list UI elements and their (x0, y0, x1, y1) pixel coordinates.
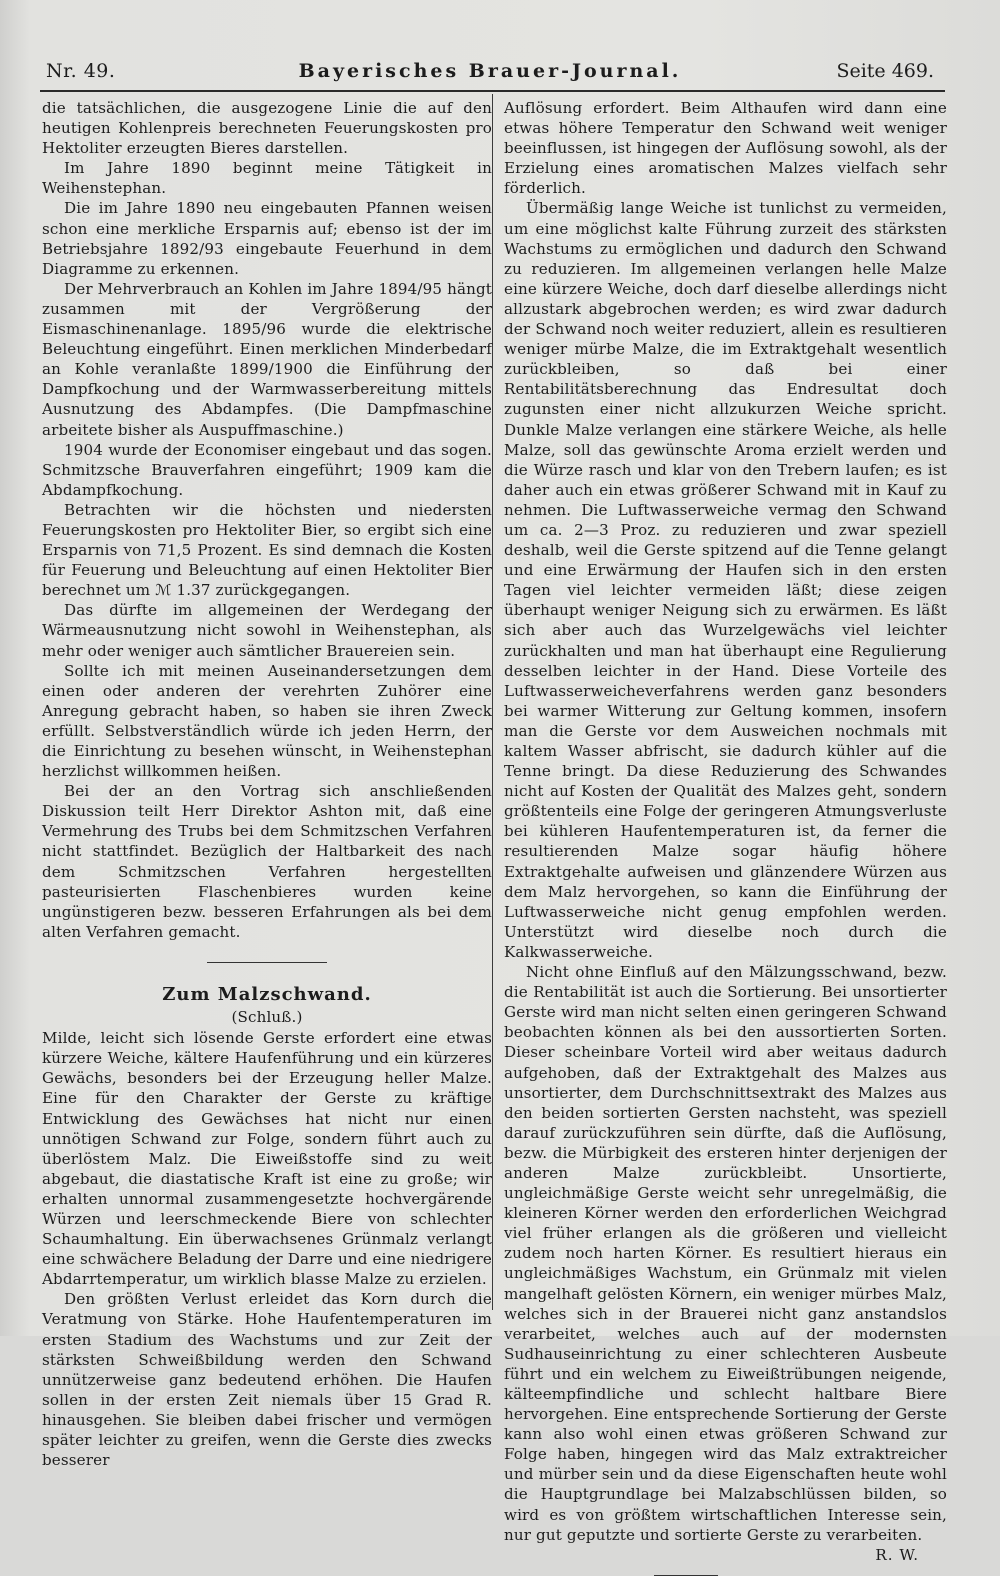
page-header (40, 58, 940, 88)
paragraph: Im Jahre 1890 beginnt meine Tätigkeit in Weihenstephan. (42, 159, 492, 198)
left-column (42, 98, 492, 1470)
right-column (504, 98, 947, 1576)
section-separator (207, 962, 327, 963)
paragraph: die tatsächlichen, die ausgezogene Linie die auf den heutigen Kohlenpreis berechneten Feuerungskosten pro Hektoliter erzeugten Bieres darstellen. (42, 99, 492, 158)
paragraph: 1904 wurde der Economiser eingebaut und das sogen. Schmitzsche Brauverfahren eingeführt; 1909 kam die Abdampfkochung. (42, 440, 492, 499)
paragraph: Auflösung erfordert. Beim Althaufen wird dann eine etwas höhere Temperatur den Schwand weit weniger beeinflussen, ist hingegen der Auflösung sowohl, als der Erzielung eines aromatischen Malzes vielfach sehr förderlich. (504, 99, 947, 198)
paragraph: Nicht ohne Einfluß auf den Mälzungsschwand, bezw. die Rentabilität ist auch die Sortierung. Bei unsortierter Gerste wird man nicht selten einen geringeren Schwand beobachten können als bei den aussortierten Sorten. Dieser scheinbare Vorteil wird aber weitaus dadurch aufgehoben, daß der Extraktgehalt des Malzes aus unsortierter, dem Durchschnittsextrakt des Malzes aus den beiden sortierten Gersten nachsteht, was speziell darauf zurückzuführen sein dürfte, daß die Auflösung, bezw. die Mürbigkeit des ersteren hinter derjenigen der anderen Malze zurückbleibt. Unsortierte, ungleichmäßige Gerste weicht sehr unregelmäßig, die kleineren Körner werden den erforderlichen Weichgrad viel früher erlangen als die größeren und vielleicht zudem noch harten Körner. Es resultiert hieraus ein ungleichmäßiges Wachstum, ein Grünmalz mit vielen mangelhaft gelösten Körnern, ein weniger mürbes Malz, welches sich in der Brauerei nicht ganz anstandslos verarbeitet, welches auch auf der modernsten Sudhauseinrichtung zu einer schlechteren Ausbeute führt und ein welchem zu Eiweißtrübungen neigende, kälteempfindliche und schlecht haltbare Biere hervorgehen. Eine entsprechende Sortierung der Gerste kann also wohl einen etwas größeren Schwand zur Folge haben, hingegen wird das Malz extraktreicher und mürber sein und da diese Eigenschaften heute wohl die Hauptgrundlage bei Malzabschlüssen bilden, so wird es von größtem wirtschaftlichen Interesse sein, nur gut geputzte und sortierte Gerste zu verarbeiten. (504, 963, 947, 1544)
paragraph: Betrachten wir die höchsten und niedersten Feuerungskosten pro Hektoliter Bier, so ergibt sich eine Ersparnis von 71,5 Prozent. Es sind demnach die Kosten für Feuerung und Beleuchtung auf einen Hektoliter Bier berechnet um ℳ 1.37 zurückgegangen. (42, 500, 492, 600)
paragraph: Milde, leicht sich lösende Gerste erfordert eine etwas kürzere Weiche, kältere Haufenführung und ein kürzeres Gewächs, besonders bei der Erzeugung heller Malze. Eine für den Charakter der Gerste zu kräftige Entwicklung des Gewächses hat nicht nur einen unnötigen Schwand zur Folge, sondern führt auch zu überlöstem Malz. Die Eiweißstoffe sind zu weit abgebaut, die diastatische Kraft ist eine zu große; wir erhalten unnormal zusammengesetzte hochvergärende Würzen und leerschmeckende Biere von schlechter Schaumhaltung. Ein überwachsenes Grünmalz verlangt eine schwächere Beladung der Darre und eine niedrigere Abdarrtemperatur, um wirklich blasse Malze zu erzielen. (42, 1029, 492, 1289)
page-number: Seite 469. (836, 60, 934, 82)
paragraph: Das dürfte im allgemeinen der Werdegang der Wärmeausnutzung nicht sowohl in Weihenstephan, als mehr oder weniger auch sämtlicher Brauereien sein. (42, 601, 492, 660)
issue-number: Nr. 49. (46, 60, 116, 82)
paragraph: Der Mehrverbrauch an Kohlen im Jahre 1894/95 hängt zusammen mit der Vergrößerung der Eismaschinenanlage. 1895/96 wurde die elektrische Beleuchtung eingeführt. Einen merklichen Minderbedarf an Kohle veranlaßte 1899/1900 die Einführung der Dampfkochung und der Warmwasserbereitung mittels Ausnutzung des Abdampfes. (Die Dampfmaschine arbeitete bisher als Auspuffmaschine.) (42, 279, 492, 439)
paragraph: Übermäßig lange Weiche ist tunlichst zu vermeiden, um eine möglichst kalte Führung zurzeit des stärksten Wachstums zu ermöglichen und dadurch den Schwand zu reduzieren. Im allgemeinen verlangen helle Malze eine kürzere Weiche, doch darf dieselbe allerdings nicht allzustark abgebrochen werden; es wird zwar dadurch der Schwand noch weiter reduziert, allein es resultieren weniger mürbe Malze, die im Extraktgehalt wesentlich zurückbleiben, so daß bei einer Rentabilitätsberechnung das Endresultat doch zugunsten einer nicht allzukurzen Weiche spricht. Dunkle Malze verlangen eine stärkere Weiche, als helle Malze, soll das gewünschte Aroma erzielt werden und die Würze rasch und klar von den Trebern laufen; es ist daher auch ein etwas größerer Schwand mit in Kauf zu nehmen. Die Luftwasserweiche vermag den Schwand um ca. 2—3 Proz. zu reduzieren und zwar speziell deshalb, weil die Gerste spitzend auf die Tenne gelangt und eine Erwärmung der Haufen sich in den ersten Tagen viel leichter vermeiden läßt; diese zeigen überhaupt weniger Neigung sich zu erwärmen. Es läßt sich aber auch das Wurzelgewächs viel leichter zurückhalten und man hat überhaupt eine Regulierung desselben leichter in der Hand. Diese Vorteile des Luftwasserweicheverfahrens werden ganz besonders bei warmer Witterung zur Geltung kommen, insofern man die Gerste vor dem Ausweichen nochmals mit kaltem Wasser abfrischt, sie dadurch kühler auf die Tenne bringt. Da diese Reduzierung des Schwandes nicht auf Kosten der Qualität des Malzes geht, sondern größtenteils eine Folge der geringeren Atmungsverluste bei kühleren Haufentemperaturen ist, da ferner die resultierenden Malze sogar häufig höhere Extraktgehalte aufweisen und glänzendere Würzen aus dem Malz hervorgehen, so kann die Einführung der Luftwasserweiche nicht genug empfohlen werden. Unterstützt wird dieselbe noch durch die Kalkwasserweiche. (504, 199, 947, 961)
paragraph: Bei der an den Vortrag sich anschließenden Diskussion teilt Herr Direktor Ashton mit, daß eine Vermehrung des Trubs bei dem Schmitzschen Verfahren nicht stattfindet. Bezüglich der Haltbarkeit des nach dem Schmitzschen Verfahren hergestellten pasteurisierten Flaschenbieres wurden keine ungünstigeren bezw. besseren Erfahrungen als bei dem alten Verfahren gemacht. (42, 782, 492, 941)
journal-title: Bayerisches Brauer-Journal. (298, 60, 682, 82)
column-divider (492, 94, 493, 1310)
paragraph: Sollte ich mit meinen Auseinandersetzungen dem einen oder anderen der verehrten Zuhörer eine Anregung gebracht haben, so haben sie ihren Zweck erfüllt. Selbstverständlich würde ich jeden Herrn, der die Einrichtung zu besehen wünscht, in Weihenstephan herzlichst willkommen heißen. (42, 661, 492, 781)
header-rule (40, 90, 945, 92)
paragraph: Die im Jahre 1890 neu eingebauten Pfannen weisen schon eine merkliche Ersparnis auf; ebenso ist der im Betriebsjahre 1892/93 eingebaute Feuerhund in dem Diagramme zu erkennen. (42, 199, 492, 278)
section-subtitle: (Schluß.) (231, 1008, 303, 1027)
author-signature: R. W. (875, 1545, 919, 1564)
section-title: Zum Malzschwand. (162, 983, 372, 1005)
paragraph: Den größten Verlust erleidet das Korn durch die Veratmung von Stärke. Hohe Haufentemperaturen im ersten Stadium des Wachstums und zur Zeit der stärksten Schweißbildung werden den Schwand unnützerweise ganz bedeutend erhöhen. Die Haufen sollen in der ersten Zeit niemals über 15 Grad R. hinausgehen. Sie bleiben dabei frischer und vermögen später leichter zu greifen, wenn die Gerste dies zwecks besserer (42, 1290, 492, 1470)
